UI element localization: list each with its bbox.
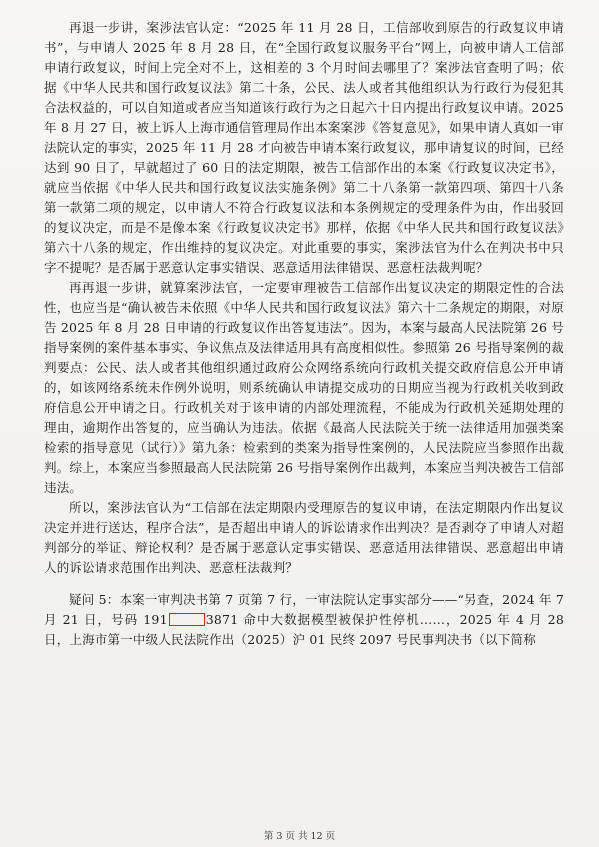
paragraph-1: 再退一步讲，案涉法官认定：“2025 年 11 月 28 日，工信部收到原告的行政复议申请书”，与申请人 2025 年 8 月 28 日，在“全国行政复议服务平台”网上，向被申请人工信部申请行政复议，时间上完全对不上，这相差的 3 个月时间去哪里了？案涉法官查明了吗；依据《中华人民共和国行政复议法》第二十条，公民、法人或者其他组织认为行政行为侵犯其合法权益的，可以自知道或者应当知道该行政行为之日起六十日内提出行政复议申请。2025 年 8 月 27 日，被上诉人上海市通信管理局作出本案案涉《答复意见》，如果申请人真如一审法院认定的事实，2025 年 11 月 28 才向被告申请本案行政复议，那申请复议的时间，已经达到 90 日了，早就超过了 60 日的法定期限，被告工信部作出的本案《行政复议决定书》，就应当依据《中华人民共和国行政复议法实施条例》第二十八条第一款第四项、第四十八条第一款第二项的规定，以申请人不符合行政复议法和本条例规定的受理条件为由，作出驳回的复议决定，而是不是像本案《行政复议决定书》那样，依据《中华人民共和国行政复议法》第六十八条的规定，作出维持的复议决定。对此重要的事实，案涉法官为什么在判决书中只字不提呢？是否属于恶意认定事实错误、恶意适用法律错误、恶意枉法裁判呢？ bbox=[44, 20, 564, 275]
question-5-paragraph bbox=[44, 590, 564, 650]
page-number-footer: 第 3 页 共 12 页 bbox=[263, 831, 336, 842]
redaction-box bbox=[169, 613, 205, 626]
question-5-text-before: 疑问 5：本案一审判决书第 7 页第 7 行，一审法院认定事实部分——“另查，2024 年 7 月 21 日，号码 191 bbox=[44, 592, 564, 627]
document-body bbox=[44, 18, 564, 650]
question-5-text-after: 3871 命中大数据模型被保护性停机……，2025 年 4 月 28 日，上海市第一中级人民法院作出（2025）沪 01 民终 2097 号民事判决书（以下简称 bbox=[44, 612, 564, 647]
paragraph-2: 再再退一步讲，就算案涉法官，一定要审理被告工信部作出复议决定的期限定性的合法性，也应当是“确认被告未依照《中华人民共和国行政复议法》第六十二条规定的期限，对原告 2025 年 8 月 28 日申请的行政复议作出答复违法”。因为，本案与最高人民法院第 26 号指导案例的案件基本事实、争议焦点及法律适用具有高度相似性。参照第 26 号指导案例的裁判要点：公民、法人或者其他组织通过政府公众网络系统向行政机关提交政府信息公开申请的，如该网络系统未作例外说明，则系统确认申请提交成功的日期应当视为行政机关收到政府信息公开申请之日。行政机关对于该申请的内部处理流程，不能成为行政机关延期处理的理由，逾期作出答复的，应当确认为违法。依据《最高人民法院关于统一法律适用加强类案检索的指导意见（试行）》第九条：检索到的类案为指导性案例的，人民法院应当参照作出裁判。综上，本案应当参照最高人民法院第 26 号指导案例作出裁判，本案应当判决被告工信部违法。 bbox=[44, 280, 564, 495]
paragraph-3: 所以，案涉法官认为“工信部在法定期限内受理原告的复议申请，在法定期限内作出复议决定并进行送达，程序合法”，是否超出申请人的诉讼请求作出判决？是否剥夺了申请人对超判部分的举证、辩论权利？是否属于恶意认定事实错误、恶意适用法律错误、恶意超出申请人的诉讼请求范围作出判决、恶意枉法裁判？ bbox=[44, 500, 564, 575]
